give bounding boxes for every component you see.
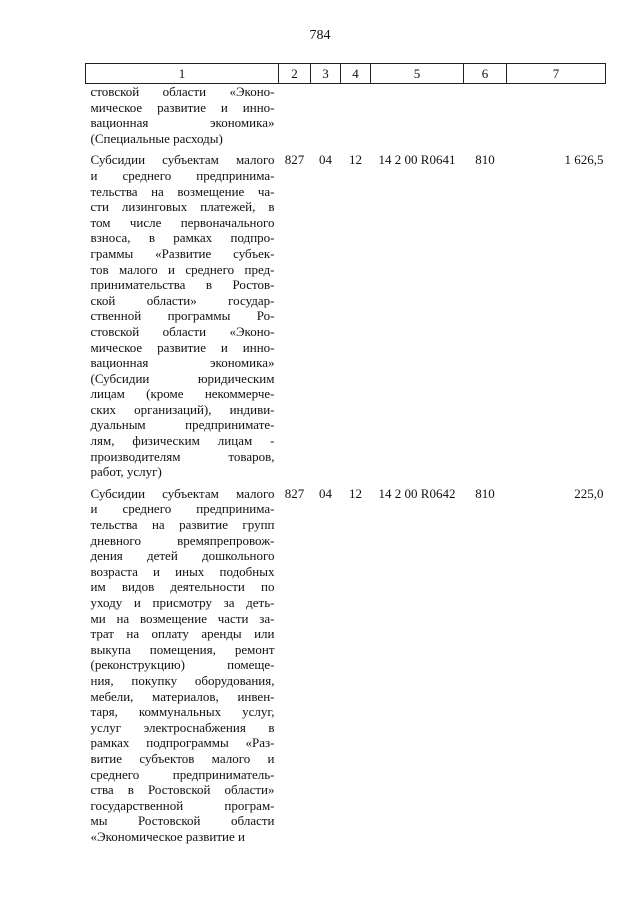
header-col-7: 7: [507, 64, 606, 84]
expense-type-code: 810: [475, 485, 495, 501]
table-body: [86, 84, 606, 845]
description-line: витие субъектов малого и: [90, 750, 275, 766]
row-description: [86, 152, 279, 485]
description-line: таря, коммунальных услуг,: [90, 704, 275, 720]
budget-table: [85, 63, 606, 845]
description-line: тельства на развитие групп: [90, 517, 275, 533]
description-line: мическое развитие и инно-: [90, 99, 275, 115]
table-row: [86, 486, 606, 845]
section-code: 04: [319, 152, 332, 168]
header-col-6: 6: [464, 64, 507, 84]
description-line: ства в Ростовской области»: [90, 782, 275, 798]
subsection-code: 12: [349, 485, 362, 501]
description-line: (реконструкцию) помеще-: [90, 657, 275, 673]
ministry-code: [279, 84, 311, 153]
description-line: вационная экономика»: [90, 355, 275, 371]
header-col-4: 4: [341, 64, 371, 84]
description-line: производителям товаров,: [90, 448, 275, 464]
description-line: государственной програм-: [90, 797, 275, 813]
description-line: лицам (кроме некоммерче-: [90, 386, 275, 402]
description-line: Субсидии субъектам малого: [90, 152, 275, 168]
description-line: (Субсидии юридическим: [90, 370, 275, 386]
ministry-code: 827: [284, 152, 305, 168]
description-line: ских организаций), индиви-: [90, 401, 275, 417]
description-line: дуальным предпринимате-: [90, 417, 275, 433]
description-line: возраста и иных подобных: [90, 563, 275, 579]
ministry-code: 827: [284, 485, 305, 501]
description-line: тов малого и среднего пред-: [90, 261, 275, 277]
description-line: принимательства в Ростов-: [90, 277, 275, 293]
table-row: [86, 152, 606, 485]
description-line: граммы «Развитие субъек-: [90, 245, 275, 261]
description-line: том числе первоначального: [90, 214, 275, 230]
description-line: услуг электроснабжения в: [90, 719, 275, 735]
target-article-code: 14 2 00 R0641: [378, 152, 456, 168]
subsection-code: [341, 84, 371, 153]
description-line: ми на возмещение части за-: [90, 610, 275, 626]
description-line: трат на оплату аренды или: [90, 626, 275, 642]
section-code: [311, 84, 341, 153]
description-line: ственной программы Ро-: [90, 308, 275, 324]
description-line: уходу и присмотру за деть-: [90, 595, 275, 610]
description-line: мическое развитие и инно-: [90, 339, 275, 355]
header-col-5: 5: [371, 64, 464, 84]
description-line: работ, услуг): [90, 464, 162, 480]
table-row: [86, 84, 606, 153]
description-line: вационная экономика»: [90, 115, 275, 131]
amount: [507, 84, 606, 153]
description-line: мебели, материалов, инвен-: [90, 688, 275, 704]
description-line: ской области» государ-: [90, 292, 275, 308]
description-line: лям, физическим лицам -: [90, 433, 275, 449]
description-line: им видов деятельности по: [90, 579, 275, 595]
description-line: сти лизинговых платежей, в: [90, 199, 275, 215]
description-line: выкупа помещения, ремонт: [90, 641, 275, 657]
description-line: взноса, в рамках подпро-: [90, 230, 275, 246]
header-col-3: 3: [311, 64, 341, 84]
subsection-code: 12: [349, 152, 362, 168]
description-line: «Экономическое развитие и: [90, 828, 245, 844]
target-article-code: [371, 84, 464, 153]
description-line: стовской области «Эконо-: [90, 323, 275, 339]
description-line: дения детей дошкольного: [90, 548, 275, 564]
page-number: 784: [309, 28, 331, 43]
amount: 1 626,5: [564, 152, 604, 168]
description-line: мы Ростовской области: [90, 813, 275, 829]
expense-type-code: [464, 84, 507, 153]
row-description: [86, 84, 279, 153]
description-line: среднего предприниматель-: [90, 766, 275, 782]
target-article-code: 14 2 00 R0642: [378, 485, 456, 501]
description-line: (Специальные расходы): [90, 130, 223, 146]
expense-type-code: 810: [475, 152, 495, 168]
description-line: тельства на возмещение ча-: [90, 183, 275, 199]
description-line: стовской области «Эконо-: [90, 84, 275, 99]
description-line: Субсидии субъектам малого: [90, 485, 275, 501]
description-line: рамках подпрограммы «Раз-: [90, 735, 275, 751]
description-line: и среднего предпринима-: [90, 167, 275, 183]
row-description: [86, 486, 279, 845]
header-col-2: 2: [279, 64, 311, 84]
description-line: и среднего предпринима-: [90, 501, 275, 517]
section-code: 04: [319, 485, 332, 501]
table-header: [86, 64, 606, 84]
header-row: [86, 64, 606, 84]
description-line: дневного времяпрепровож-: [90, 532, 275, 548]
header-col-1: 1: [86, 64, 279, 84]
description-line: ния, покупку оборудования,: [90, 672, 275, 688]
amount: 225,0: [574, 485, 604, 501]
